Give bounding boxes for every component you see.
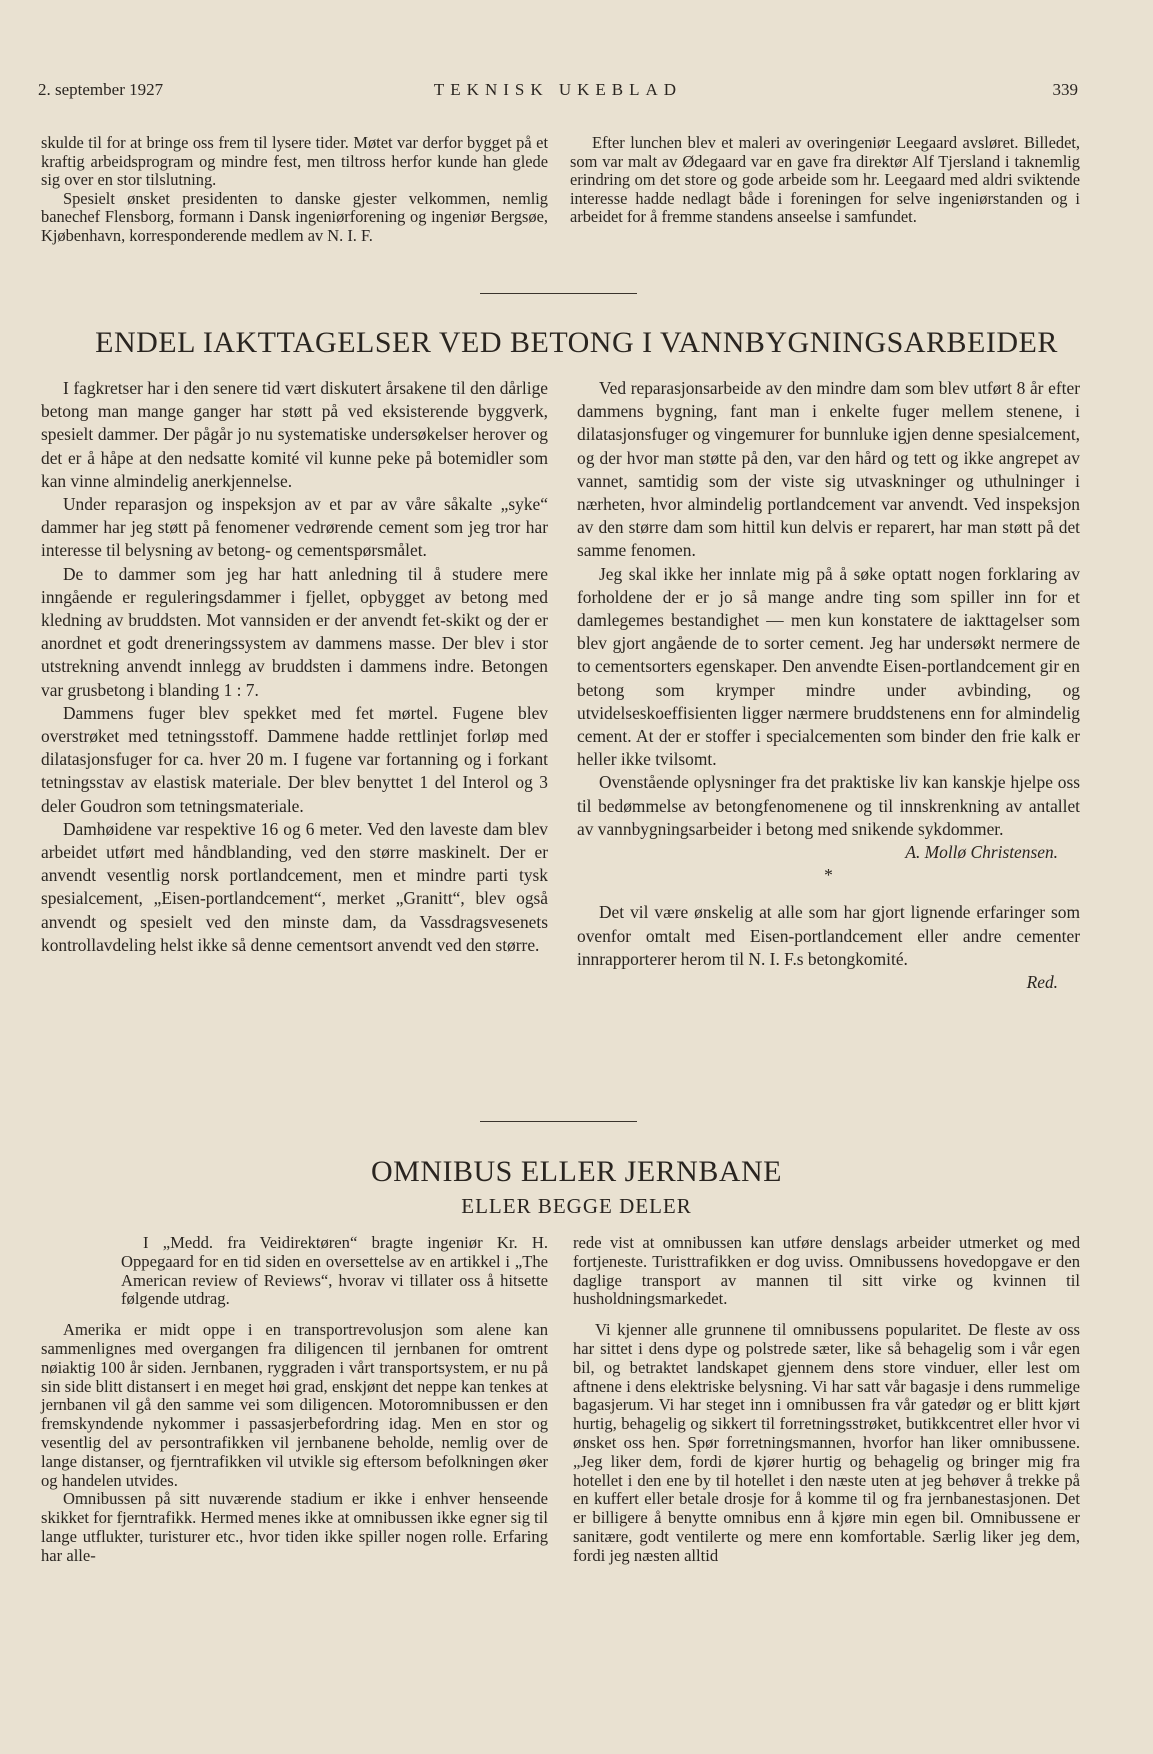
paragraph: Amerika er midt oppe i en transportrevolusjon som alene kan sammenlignes med overgangen fra diligencen til jernbanen for omtrent nøiaktig 100 år siden. Jernbanen, ryggraden i vårt transportsystem, er nu på sin side blitt distansert i en meget høi grad, enskjønt det neppe kan tenkes at jernbanen vil gå den samme vei som diligencen. Motoromnibussen er den fremskyndende nykommer i passasjerbefordring idag. Men en stor og vesentlig del av persontrafikken vil jernbanene beholde, nemlig over de lange distanser, og fjerntrafikken vil utvikle sig eftersom befolkningen øker og handelen utvides.	[41, 1320, 548, 1490]
paragraph: Under reparasjon og inspeksjon av et par av våre såkalte „syke“ dammer har jeg støtt på fenomener vedrørende cement som jeg tror har interesse til belysning av betong- og cementspørsmålet.	[41, 494, 548, 561]
star-separator: *	[824, 865, 833, 886]
article2-left-column	[41, 1234, 548, 1566]
article1-right-column	[577, 377, 1080, 994]
paragraph: I „Medd. fra Veidirektøren“ bragte ingeniør Kr. H. Oppegaard for en tid siden en oversettelse av en artikkel i „The American review of Reviews“, hvorav vi tillater oss å hitsette følgende utdrag.	[121, 1233, 548, 1309]
paragraph: Damhøidene var respektive 16 og 6 meter. Ved den laveste dam blev arbeidet utført med håndblanding, ved den større maskinelt. Der er anvendt vesentlig norsk portlandcement, men et mindre parti tysk spesialcement, „Eisen-portlandcement“, merket „Granitt“, blev også anvendt og spesielt ved den minste dam, da Vassdragsvesenets kontrollavdeling helst ikke så denne cementsort anvendt ved den større.	[41, 818, 548, 955]
top-left-column	[41, 134, 548, 246]
article2-right-column	[573, 1234, 1080, 1566]
journal-name: TEKNISK UKEBLAD	[433, 80, 683, 99]
paragraph: Efter lunchen blev et maleri av overingeniør Leegaard avsløret. Billedet, som var malt av Ødegaard var en gave fra direktør Alf Tjersland i taknemlig erindring om det store og gode arbeide som hr. Leegaard med aldri sviktende interesse hadde nedlagt både i foreningen for selve ingeniørstanden og i arbeidet for å fremme standens anseelse i samfundet.	[570, 133, 1080, 227]
article-title: ENDEL IAKTTAGELSER VED BETONG I VANNBYGNINGSARBEIDER	[95, 326, 1058, 359]
separator-rule	[480, 1121, 637, 1122]
paragraph: Omnibussen på sitt nuværende stadium er ikke i enhver henseende skikket for fjerntrafikk. Hermed menes ikke at omnibussen ikke egner sig til lange utflukter, turisturer etc., hvor tiden ikke spiller nogen rolle. Erfaring har alle-	[41, 1489, 548, 1565]
article-title: OMNIBUS ELLER JERNBANE	[370, 1155, 782, 1188]
paragraph: Ved reparasjonsarbeide av den mindre dam som blev utført 8 år efter dammens bygning, fant man i enkelte fuger mellem stenene, i dilatasjonsfuger og vingemurer for bunnluke igjen denne spesialcement, og der hvor man støtte på den, var den hård og tett og ikke angrepet av vannet, samtidig som der viste sig utvaskninger og uthulninger i nærheten, hvor almindelig portlandcement var anvendt. Ved inspeksjon av den større dam som hittil kun delvis er reparert, har man støtt på det samme fenomen.	[577, 378, 1080, 561]
editorial-signature: Red.	[1026, 972, 1058, 993]
issue-date: 2. september 1927	[38, 80, 164, 99]
page-number: 339	[1052, 80, 1078, 99]
running-header	[38, 80, 1078, 104]
paragraph: Dammens fuger blev spekket med fet mørtel. Fugene blev overstrøket med tetningsstoff. Dammene hadde rettlinjet forløp med dilatasjonsfuger for ca. hver 20 m. I fugene var fortanning og i forkant tetningsstav av elastisk materiale. Der blev benyttet 1 del Interol og 3 deler Goudron som tetningsmateriale.	[41, 702, 548, 816]
article-subtitle: ELLER BEGGE DELER	[461, 1194, 692, 1218]
paragraph: Vi kjenner alle grunnene til omnibussens popularitet. De fleste av oss har sittet i dens dype og polstrede sæter, like så behagelig som i vår egen bil, og betraktet landskapet gjennem dens store vinduer, eller lest om aftnene i dens elektriske belysning. Vi har satt vår bagasje i dens rummelige bagasjerum. Vi har steget inn i omnibussen fra vår gatedør og er blitt kjørt hurtig, behagelig og sikkert til forretningsstrøket, butikkcentret eller hvor vi ønsket oss hen. Spør forretningsmannen, hvorfor han liker omnibussene. „Jeg liker dem, fordi de kjører hurtig og behagelig og bringer mig fra hotellet i den ene by til hotellet i den næste uten at jeg behøver å trekke på en kuffert eller betale drosje for å komme til og fra jernbanestasjonen. Det er billigere å benytte omnibus enn å kjøre min egen bil. Omnibussene er sanitære, godt ventilerte og mere enn komfortable. Særlig liker jeg dem, fordi jeg næsten alltid	[573, 1320, 1080, 1565]
paragraph: Jeg skal ikke her innlate mig på å søke optatt nogen forklaring av forholdene der er jo så mange andre ting som spiller inn for et damlegemes bestandighet — men kun konstatere de iakttagelser som blev gjort angående de to sorter cement. Jeg har undersøkt nermere de to cementsorters egenskaper. Den anvendte Eisen-portlandcement gir en betong som krymper mindre under avbinding, og utvidelseskoeffisienten ligger nærmere bruddstenens enn for almindelig cement. At der er stoffer i specialcementen som binder den frie kalk er heller ikke tvilsomt.	[577, 563, 1080, 770]
paragraph: De to dammer som jeg har hatt anledning til å studere mere inngående er reguleringsdammer i fjellet, opbygget av betong med kledning av bruddsten. Mot vannsiden er der anvendt fet-skikt og der er anordnet et godt dreneringssystem av dammens masse. Der blev i stor utstrekning anvendt innlegg av bruddsten i dammens indre. Betongen var grusbetong i blanding 1 : 7.	[41, 563, 548, 700]
editorial-note: Det vil være ønskelig at alle som har gjort lignende erfaringer som ovenfor omtalt med Eisen-portlandcement eller andre cementer innrapporterer herom til N. I. F.s betongkomité.	[577, 902, 1080, 969]
paragraph: Ovenstående oplysninger fra det praktiske liv kan kanskje hjelpe oss til bedømmelse av betongfenomenene og til innskrenkning av antallet av vannbygningsarbeider i betong med snikende sykdommer.	[577, 772, 1080, 839]
paragraph: I fagkretser har i den senere tid vært diskutert årsakene til den dårlige betong man mange ganger har støtt på ved eksisterende byggverk, spesielt dammer. Der pågår jo nu systematiske undersøkelser herover og det er å håpe at den nedsatte komité vil kunne peke på botemidler som kan vinne almindelig anerkjennelse.	[41, 378, 548, 491]
paragraph: skulde til for at bringe oss frem til lysere tider. Møtet var derfor bygget på et kraftig arbeidsprogram og mindre fest, men tiltross herfor kunde han glede sig over en stor tilslutning.	[41, 133, 548, 190]
paragraph: Spesielt ønsket presidenten to danske gjester velkommen, nemlig banechef Flensborg, formann i Dansk ingeniørforening og ingeniør Bergsøe, Kjøbenhavn, korresponderende medlem av N. I. F.	[41, 188, 548, 245]
author-signature: A. Mollø Christensen.	[905, 842, 1058, 863]
top-right-column	[570, 134, 1080, 227]
paragraph: rede vist at omnibussen kan utføre denslags arbeider utmerket og med fortjeneste. Turisttrafikken er dog uviss. Omnibussens hovedopgave er den daglige transport av mannen til sitt virke og kvinnen til husholdningsmarkedet.	[573, 1233, 1080, 1309]
article1-left-column	[41, 377, 548, 957]
separator-rule	[480, 293, 637, 294]
